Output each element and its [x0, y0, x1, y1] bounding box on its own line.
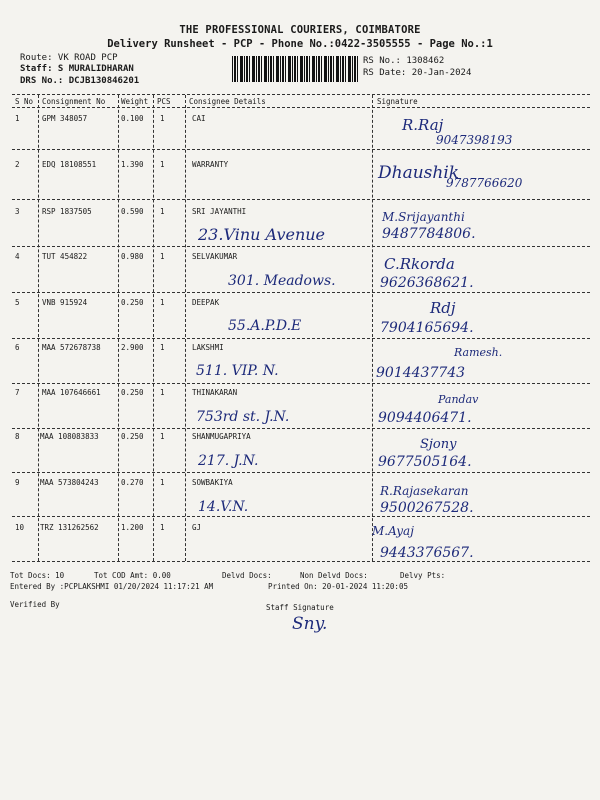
row-consignment: GPM 348057	[42, 114, 88, 123]
row-pcs: 1	[160, 252, 165, 261]
handwritten-address: 753rd st. J.N.	[196, 409, 290, 425]
table-header-rule	[12, 107, 590, 108]
rs-date: RS Date: 20-Jan-2024	[363, 68, 472, 78]
row-divider	[12, 338, 590, 339]
row-consignee: SHANMUGAPRIYA	[192, 432, 251, 441]
handwritten-signature: C.Rkorda	[384, 255, 455, 273]
staff-label: Staff: S MURALIDHARAN	[20, 64, 134, 74]
row-sno: 7	[15, 388, 20, 397]
row-weight: 0.590	[121, 207, 144, 216]
handwritten-signature: M.Ayaj	[372, 524, 414, 538]
non-delivered-docs: Non Delvd Docs:	[300, 571, 368, 580]
row-weight: 0.270	[121, 478, 144, 487]
handwritten-phone: 9626368621.	[380, 275, 474, 291]
row-weight: 0.100	[121, 114, 144, 123]
handwritten-signature: Rdj	[430, 299, 456, 317]
handwritten-phone: 9014437743	[376, 365, 466, 381]
rs-number: RS No.: 1308462	[363, 56, 445, 66]
row-consignee: SELVAKUMAR	[192, 252, 238, 261]
row-pcs: 1	[160, 388, 165, 397]
row-pcs: 1	[160, 160, 165, 169]
row-sno: 4	[15, 252, 20, 261]
row-pcs: 1	[160, 207, 165, 216]
row-sno: 1	[15, 114, 20, 123]
row-divider	[12, 246, 590, 247]
row-divider	[12, 199, 590, 200]
row-consignment: RSP 1837505	[42, 207, 92, 216]
route-label: Route: VK ROAD PCP	[20, 53, 118, 63]
row-divider	[12, 516, 590, 517]
total-cod-amount: Tot COD Amt: 0.00	[94, 571, 171, 580]
handwritten-phone: 9487784806.	[382, 226, 476, 242]
row-consignee: SOWBAKIYA	[192, 478, 233, 487]
row-pcs: 1	[160, 114, 165, 123]
handwritten-address: 217. J.N.	[198, 453, 259, 469]
column-divider	[185, 95, 186, 561]
delivery-points: Delvy Pts:	[400, 571, 446, 580]
row-weight: 0.980	[121, 252, 144, 261]
handwritten-signature: Dhaushik	[378, 163, 460, 183]
row-sno: 8	[15, 432, 20, 441]
row-divider	[12, 292, 590, 293]
row-sno: 6	[15, 343, 20, 352]
column-divider	[153, 95, 154, 561]
column-divider	[38, 95, 39, 561]
row-weight: 1.200	[121, 523, 144, 532]
row-weight: 0.250	[121, 388, 144, 397]
row-weight: 1.390	[121, 160, 144, 169]
row-sno: 10	[15, 523, 25, 532]
handwritten-signature: M.Srijayanthi	[382, 210, 465, 224]
row-consignment: MAA 573804243	[40, 478, 99, 487]
company-title: THE PROFESSIONAL COURIERS, COIMBATORE	[179, 24, 421, 36]
row-consignee: GJ	[192, 523, 202, 532]
col-header-consignee: Consignee Details	[189, 97, 266, 106]
handwritten-phone: 9787766620	[446, 176, 523, 190]
row-weight: 0.250	[121, 432, 144, 441]
row-consignment: EDQ 18108551	[42, 160, 97, 169]
row-consignment: TRZ 131262562	[40, 523, 99, 532]
handwritten-signature: R.Raj	[402, 116, 444, 134]
row-consignment: VNB 915924	[42, 298, 88, 307]
handwritten-phone: 9047398193	[436, 133, 513, 147]
handwritten-signature: R.Rajasekaran	[380, 484, 469, 498]
handwritten-phone: 9677505164.	[378, 454, 472, 470]
row-consignee: SRI JAYANTHI	[192, 207, 247, 216]
handwritten-signature: Sjony	[420, 437, 457, 452]
handwritten-phone: 7904165694.	[380, 320, 474, 336]
handwritten-phone: 9443376567.	[380, 545, 474, 561]
row-consignment: MAA 107646661	[42, 388, 101, 397]
row-divider	[12, 149, 590, 150]
handwritten-address: 511. VIP. N.	[196, 363, 279, 379]
row-consignment: MAA 108083833	[40, 432, 99, 441]
row-weight: 0.250	[121, 298, 144, 307]
handwritten-signature: Pandav	[438, 393, 479, 406]
row-pcs: 1	[160, 523, 165, 532]
row-sno: 5	[15, 298, 20, 307]
col-header-weight: Weight	[121, 97, 149, 106]
col-header-sno: S No	[15, 97, 34, 106]
handwritten-phone: 9094406471.	[378, 410, 472, 426]
row-consignment: MAA 572678738	[42, 343, 101, 352]
handwritten-address: 301. Meadows.	[228, 273, 336, 289]
row-sno: 3	[15, 207, 20, 216]
delivered-docs: Delvd Docs:	[222, 571, 272, 580]
row-sno: 2	[15, 160, 20, 169]
handwritten-address: 23.Vinu Avenue	[198, 225, 326, 244]
row-pcs: 1	[160, 478, 165, 487]
table-top-rule	[12, 94, 590, 95]
row-pcs: 1	[160, 298, 165, 307]
row-pcs: 1	[160, 432, 165, 441]
staff-handwritten-signature: Sny.	[292, 614, 328, 634]
col-header-pcs: PCS	[157, 97, 171, 106]
row-consignee: THINAKARAN	[192, 388, 238, 397]
printed-on: Printed On: 20-01-2024 11:20:05	[268, 582, 408, 591]
row-weight: 2.900	[121, 343, 144, 352]
row-divider	[12, 428, 590, 429]
row-consignee: CAI	[192, 114, 206, 123]
col-header-consignment: Consignment No	[42, 97, 106, 106]
handwritten-address: 55.A.P.D.E	[228, 318, 302, 334]
handwritten-phone: 9500267528.	[380, 500, 474, 516]
row-sno: 9	[15, 478, 20, 487]
row-pcs: 1	[160, 343, 165, 352]
barcode-image	[232, 56, 358, 82]
row-consignee: LAKSHMI	[192, 343, 224, 352]
handwritten-address: 14.V.N.	[198, 499, 249, 515]
row-divider	[12, 383, 590, 384]
runsheet-subtitle: Delivery Runsheet - PCP - Phone No.:0422-3505555 - Page No.:1	[107, 38, 493, 50]
row-consignee: DEEPAK	[192, 298, 220, 307]
table-bottom-rule	[12, 561, 590, 562]
verified-by-label: Verified By	[10, 600, 60, 609]
handwritten-signature: Ramesh.	[454, 346, 503, 359]
col-header-signature: Signature	[377, 97, 418, 106]
row-divider	[12, 472, 590, 473]
total-docs: Tot Docs: 10	[10, 571, 65, 580]
drs-number: DRS No.: DCJB130846201	[20, 76, 140, 86]
column-divider	[118, 95, 119, 561]
staff-signature-label: Staff Signature	[266, 603, 334, 612]
entered-by: Entered By :PCPLAKSHMI 01/20/2024 11:17:21 AM	[10, 582, 214, 591]
column-divider	[372, 95, 373, 561]
row-consignment: TUT 454822	[42, 252, 88, 261]
row-consignee: WARRANTY	[192, 160, 229, 169]
